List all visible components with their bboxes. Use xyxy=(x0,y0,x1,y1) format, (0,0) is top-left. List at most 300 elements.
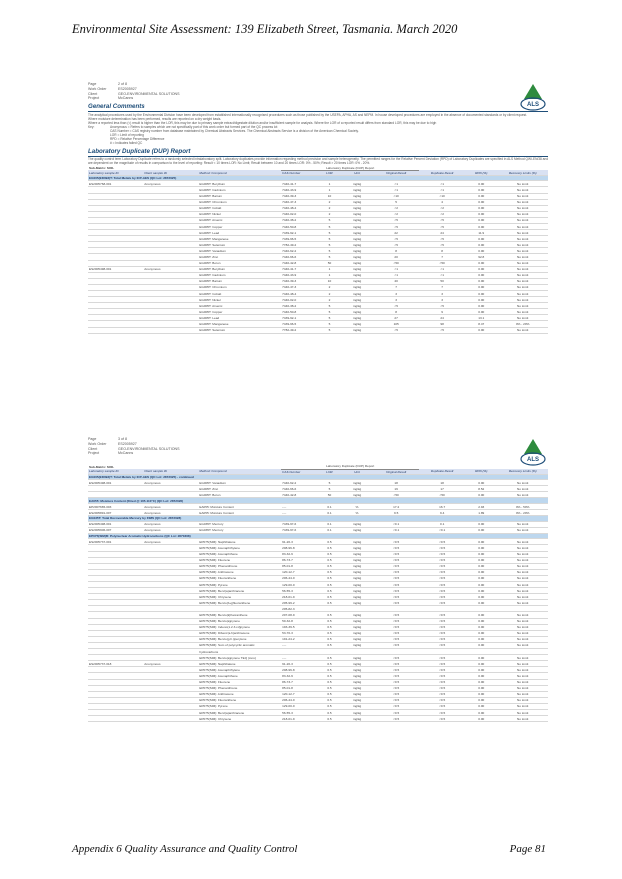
table-cell: 0.5 xyxy=(318,709,341,715)
table-cell: <2 xyxy=(419,205,465,211)
table-cell: mg/kg xyxy=(341,624,373,630)
table-cell: Recovery Limits (%) xyxy=(497,469,548,474)
table-cell: <0.1 xyxy=(373,521,419,527)
table-cell: <5 xyxy=(373,223,419,229)
table-cell: 0.00 xyxy=(465,272,497,278)
table-cell: <0.5 xyxy=(419,703,465,709)
table-cell: 0.00 xyxy=(465,521,497,527)
table-cell: EG005T: Cobalt xyxy=(198,205,281,211)
table-cell: <0.5 xyxy=(419,630,465,636)
meta-key: Client xyxy=(88,446,98,451)
table-cell: 7782-49-2 xyxy=(281,242,318,248)
table-cell: No Limit xyxy=(497,217,548,223)
table-cell: 0.5 xyxy=(318,679,341,685)
table-cell: CAS Number xyxy=(281,469,318,474)
table-cell: <0.5 xyxy=(373,588,419,594)
table-cell: No Limit xyxy=(497,697,548,703)
table-cell: 0.5 xyxy=(318,563,341,569)
table-cell: 5 xyxy=(318,236,341,242)
table-cell: 85-01-8 xyxy=(281,563,318,569)
table-cell: ---- xyxy=(281,642,318,648)
table-cell: No Limit xyxy=(497,223,548,229)
table-cell: EG005(ED093)T: Total Metals by ICP-AES (QC Lot: 2872025) - continued xyxy=(88,474,548,480)
general-comments-title: General Comments xyxy=(88,103,145,111)
table-cell: 0.5 xyxy=(318,575,341,581)
table-cell: 0.00 xyxy=(465,181,497,187)
table-cell: <0.5 xyxy=(373,563,419,569)
table-cell: No Limit xyxy=(497,575,548,581)
table-cell: No Limit xyxy=(497,492,548,498)
table-cell: <0.5 xyxy=(419,551,465,557)
table-cell: 24 xyxy=(419,230,465,236)
table-cell: <50 xyxy=(373,260,419,266)
general-paragraph: The analytical procedures used by the Environmental Division have been developed from established internationally recognised procedures such as those published by the USEPA, APHA, AS and NEPM. In house developed procedures are employed in the absence of documented standards or by client request. xyxy=(88,112,528,117)
table-cell: 7440-42-8 xyxy=(281,492,318,498)
table-cell: % xyxy=(341,510,373,516)
table-cell: 0.00 xyxy=(465,642,497,648)
table-cell: No Limit xyxy=(497,297,548,303)
table-cell: 0.00 xyxy=(465,539,497,545)
table-cell: <2 xyxy=(419,211,465,217)
table-cell: 7440-50-8 xyxy=(281,223,318,229)
table-cell: 0.00 xyxy=(465,211,497,217)
table-cell: 0.00 xyxy=(465,248,497,254)
table-cell: 0.5 xyxy=(318,600,341,606)
table-cell: No Limit xyxy=(497,205,548,211)
table-cell: 0.00 xyxy=(465,278,497,284)
table-cell: 0.00 xyxy=(465,703,497,709)
table-cell: 27 xyxy=(373,315,419,321)
table-cell: Anonymous xyxy=(143,521,198,527)
table-cell: <0.5 xyxy=(419,618,465,624)
table-cell: mg/kg xyxy=(341,679,373,685)
table-cell: EP075(SIM): Pyrene xyxy=(198,582,281,588)
table-cell: 7 xyxy=(419,254,465,260)
table-cell: No Limit xyxy=(497,716,548,722)
table-cell: EG005T: Lead xyxy=(198,230,281,236)
report-meta xyxy=(88,437,548,456)
table-cell: EG005T: Cadmium xyxy=(198,272,281,278)
table-cell: <1 xyxy=(419,272,465,278)
table-cell: <0.5 xyxy=(419,709,465,715)
table-cell: mg/kg xyxy=(341,588,373,594)
table-cell: 5 xyxy=(318,309,341,315)
table-cell: EP075(SIM): Fluoranthene xyxy=(198,575,281,581)
table-cell: 7439-97-6 xyxy=(281,527,318,533)
table-cell: EP075(SIM): Acenaphthylene xyxy=(198,667,281,673)
table-cell: No Limit xyxy=(497,242,548,248)
table-cell: EG005T: Nickel xyxy=(198,211,281,217)
table-cell: EG005T: Boron xyxy=(198,260,281,266)
table-cell: 129-00-0 xyxy=(281,703,318,709)
logo-triangle xyxy=(524,439,542,454)
table-cell: 2 xyxy=(318,211,341,217)
table-cell: mg/kg xyxy=(341,272,373,278)
meta-key: Page xyxy=(88,437,97,441)
table-cell: 5 xyxy=(318,254,341,260)
table-cell: Original Result xyxy=(373,469,419,474)
table-cell: 0% - 50% xyxy=(497,503,548,509)
table-cell: 5 xyxy=(318,327,341,333)
table-cell: <2 xyxy=(373,211,419,217)
table-cell: 0.00 xyxy=(465,266,497,272)
table-cell: mg/kg xyxy=(341,661,373,667)
table-cell: mg/kg xyxy=(341,278,373,284)
duplicate-table xyxy=(88,464,548,722)
table-cell: % xyxy=(341,503,373,509)
table-cell: No Limit xyxy=(497,291,548,297)
table-cell: 0.00 xyxy=(465,193,497,199)
table-cell: mg/kg xyxy=(341,486,373,492)
table-cell: 85-01-8 xyxy=(281,685,318,691)
table-cell: 0.00 xyxy=(465,624,497,630)
table-cell: 2 xyxy=(318,205,341,211)
table-cell: mg/kg xyxy=(341,248,373,254)
table-cell: 0.00 xyxy=(465,545,497,551)
table-cell: No Limit xyxy=(497,582,548,588)
document-header: Environmental Site Assessment: 139 Elizabeth Street, Tasmania. March 2020 xyxy=(72,22,458,36)
table-cell: <0.5 xyxy=(373,636,419,642)
table-cell: 0.00 xyxy=(465,492,497,498)
table-cell: 5 xyxy=(318,248,341,254)
table-cell: No Limit xyxy=(497,309,548,315)
key-line: CAS Number = CAS registry number from database maintained by Chemical Abstracts Services. The Chemical Abstracts Service is a division of the American Chemical Society. xyxy=(110,129,359,134)
table-cell: 50 xyxy=(318,260,341,266)
table-cell: <50 xyxy=(373,492,419,498)
table-cell: ES2005891-007 xyxy=(88,510,143,516)
table-cell: Anonymous xyxy=(143,480,198,486)
table-cell: 5 xyxy=(318,480,341,486)
table-cell: 0.5 xyxy=(318,569,341,575)
table-cell: 0.00 xyxy=(465,697,497,703)
table-cell: RPD (%) xyxy=(465,170,497,175)
table-cell: 40 xyxy=(373,278,419,284)
table-cell: 0.00 xyxy=(465,612,497,618)
table-cell: 0.00 xyxy=(465,327,497,333)
table-cell: mg/kg xyxy=(341,193,373,199)
table-cell: 7440-43-9 xyxy=(281,272,318,278)
table-cell: 0.5 xyxy=(318,703,341,709)
table-cell: <5 xyxy=(373,217,419,223)
table-cell: Original Result xyxy=(373,170,419,175)
table-cell: Method: Compound xyxy=(198,469,281,474)
meta-key: Page xyxy=(88,82,97,86)
table-cell: 0.00 xyxy=(465,709,497,715)
table-cell: hydrocarbons xyxy=(198,649,281,655)
table-cell: No Limit xyxy=(497,691,548,697)
als-logo xyxy=(518,437,548,467)
table-cell: <1 xyxy=(373,272,419,278)
table-cell: 10 xyxy=(318,193,341,199)
table-cell: EG005T: Manganese xyxy=(198,321,281,327)
table-cell: 0.5 xyxy=(318,685,341,691)
table-cell: 0.00 xyxy=(465,480,497,486)
table-cell: 0.5 xyxy=(318,716,341,722)
table-cell: 19 xyxy=(373,486,419,492)
table-cell: 7439-92-1 xyxy=(281,230,318,236)
table-cell: Anonymous xyxy=(143,661,198,667)
meta-key: Project xyxy=(88,451,100,456)
table-cell: Laboratory Duplicate (DUP) Report xyxy=(281,464,419,469)
table-cell: No Limit xyxy=(497,539,548,545)
table-cell: mg/kg xyxy=(341,569,373,575)
table-cell: No Limit xyxy=(497,624,548,630)
als-logo xyxy=(518,82,548,112)
table-cell: 0.00 xyxy=(465,716,497,722)
table-cell: EA055: Moisture Content (Dried @ 105-110°C) (QC Lot: 2872026) xyxy=(88,498,548,504)
table-cell: EG005T: Barium xyxy=(198,193,281,199)
table-cell: 83-32-9 xyxy=(281,551,318,557)
table-cell: 0.00 xyxy=(465,260,497,266)
table-cell: No Limit xyxy=(497,480,548,486)
table-cell: No Limit xyxy=(497,655,548,661)
table-cell: EG005T: Cadmium xyxy=(198,187,281,193)
table-cell: <10 xyxy=(373,193,419,199)
table-cell: 0% - 20% xyxy=(497,510,548,516)
table-cell: No Limit xyxy=(497,569,548,575)
table-cell: EG035T: Mercury xyxy=(198,527,281,533)
table-cell: EG005T: Chromium xyxy=(198,199,281,205)
table-cell: EP075(SIM): Benzo(a)pyrene xyxy=(198,618,281,624)
table-cell: 50 xyxy=(318,492,341,498)
table-cell: mg/kg xyxy=(341,521,373,527)
table-cell xyxy=(143,716,198,722)
logo-text: ALS xyxy=(527,457,539,464)
table-cell: 8 xyxy=(373,309,419,315)
table-cell: <0.5 xyxy=(373,661,419,667)
table-cell: EP075(SIM): Phenanthrene xyxy=(198,563,281,569)
table-cell: 0.00 xyxy=(465,679,497,685)
table-cell: mg/kg xyxy=(341,242,373,248)
table-cell: 91-20-3 xyxy=(281,539,318,545)
table-cell: mg/kg xyxy=(341,545,373,551)
table-cell: 4 xyxy=(419,199,465,205)
table-cell: 0.5 xyxy=(318,655,341,661)
table-cell: EG005(ED093)T: Total Metals by ICP-AES (QC Lot: 2872025) xyxy=(88,175,548,181)
key-label: Key: xyxy=(88,125,95,130)
table-cell: <0.5 xyxy=(419,685,465,691)
table-cell: 9 xyxy=(419,309,465,315)
table-cell: 10 xyxy=(318,278,341,284)
table-cell: 193-39-5 xyxy=(281,624,318,630)
table-cell: mg/kg xyxy=(341,630,373,636)
table-cell: Laboratory Duplicate (DUP) Report xyxy=(281,165,419,170)
table-cell: Sub-Matrix: SOIL xyxy=(89,464,115,469)
table-cell: mg/kg xyxy=(341,527,373,533)
table-cell: Unit xyxy=(341,170,373,175)
table-cell: <5 xyxy=(419,236,465,242)
table-cell: 0.00 xyxy=(465,618,497,624)
table-cell: 13.1 xyxy=(465,315,497,321)
table-cell: Client sample ID xyxy=(143,469,198,474)
table-cell: No Limit xyxy=(497,636,548,642)
meta-value: McCanns xyxy=(118,451,134,456)
table-cell: No Limit xyxy=(497,211,548,217)
table-cell: 0.00 xyxy=(465,527,497,533)
table-cell: <0.5 xyxy=(419,612,465,618)
table-cell: 207-08-9 xyxy=(281,612,318,618)
table-cell: EP075(SIM)B: Polynuclear Aromatic Hydrocarbons (QC Lot: 2870368) xyxy=(88,533,548,539)
table-cell: EP075(SIM): Benzo(k)fluoranthene xyxy=(198,612,281,618)
duplicate-report-title: Laboratory Duplicate (DUP) Report xyxy=(88,147,191,155)
table-cell: 91-20-3 xyxy=(281,661,318,667)
table-cell: No Limit xyxy=(497,278,548,284)
table-cell: <0.5 xyxy=(419,588,465,594)
table-cell: EP075(SIM): Benz(a)anthracene xyxy=(198,709,281,715)
table-cell: No Limit xyxy=(497,709,548,715)
table-cell: mg/kg xyxy=(341,716,373,722)
table-cell: <5 xyxy=(419,303,465,309)
table-cell: 7440-41-7 xyxy=(281,181,318,187)
meta-row xyxy=(88,96,548,101)
table-cell: <0.5 xyxy=(373,642,419,648)
table-cell: mg/kg xyxy=(341,594,373,600)
table-cell: <50 xyxy=(419,260,465,266)
table-cell: No Limit xyxy=(497,303,548,309)
table-cell: <0.5 xyxy=(373,691,419,697)
general-paragraph: Where moisture determination has been performed, results are reported on a dry weight basis. xyxy=(88,116,222,121)
meta-value: GEO-ENVIRONMENTAL SOLUTIONS xyxy=(118,91,180,96)
table-cell: 0.00 xyxy=(465,691,497,697)
table-cell: 86-73-7 xyxy=(281,679,318,685)
table-cell: 7440-39-3 xyxy=(281,278,318,284)
table-cell: mg/kg xyxy=(341,303,373,309)
table-cell: 7440-50-8 xyxy=(281,309,318,315)
table-cell: ES2005906-007 xyxy=(88,527,143,533)
section-rule xyxy=(88,111,548,112)
table-cell: 1 xyxy=(318,272,341,278)
table-cell: EP075(SIM): Fluoranthene xyxy=(198,697,281,703)
table-cell: 0.00 xyxy=(465,236,497,242)
table-cell: EG005T: Manganese xyxy=(198,236,281,242)
meta-key: Project xyxy=(88,96,100,101)
table-cell: 22 xyxy=(373,230,419,236)
section-rule xyxy=(88,156,548,157)
table-cell: <0.5 xyxy=(419,594,465,600)
key-line: # = Indicates failed QC xyxy=(110,141,143,146)
table-cell: 0.00 xyxy=(465,199,497,205)
table-cell: 8.52 xyxy=(465,486,497,492)
table-cell: 2 xyxy=(318,284,341,290)
table-cell: 2.93 xyxy=(465,503,497,509)
table-cell: Client sample ID xyxy=(143,170,198,175)
meta-value: ES2005927 xyxy=(118,441,137,446)
table-cell: EG005T: Zinc xyxy=(198,254,281,260)
table-cell: 218-01-9 xyxy=(281,716,318,722)
table-cell: EG005T: Cobalt xyxy=(198,291,281,297)
table-cell: 7440-02-0 xyxy=(281,211,318,217)
table-cell: 7440-42-8 xyxy=(281,260,318,266)
table-cell: 11.9 xyxy=(465,230,497,236)
table-cell: mg/kg xyxy=(341,709,373,715)
table-cell: <0.5 xyxy=(419,636,465,642)
table-cell: <5 xyxy=(373,236,419,242)
table-cell: No Limit xyxy=(497,315,548,321)
table-cell: <1 xyxy=(373,266,419,272)
table-cell: <0.5 xyxy=(419,661,465,667)
table-cell: ---- xyxy=(281,503,318,509)
table-cell: 7440-39-3 xyxy=(281,193,318,199)
table-cell: EG005T: Chromium xyxy=(198,284,281,290)
table-cell: ---- xyxy=(281,655,318,661)
key-line: Anonymous = Refers to samples which are not specifically part of this work order but formed part of the QC process lot xyxy=(110,125,278,130)
table-cell: 53-70-3 xyxy=(281,630,318,636)
table-cell: Sub-Matrix: SOIL xyxy=(89,165,115,170)
table-cell: Anonymous xyxy=(143,539,198,545)
table-cell: mg/kg xyxy=(341,667,373,673)
table-cell: No Limit xyxy=(497,600,548,606)
table-cell: <10 xyxy=(419,193,465,199)
table-cell: mg/kg xyxy=(341,642,373,648)
table-cell: mg/kg xyxy=(341,563,373,569)
table-cell: <0.5 xyxy=(419,697,465,703)
table-cell: 206-44-0 xyxy=(281,697,318,703)
table-cell: EG005T: Arsenic xyxy=(198,303,281,309)
table-cell: mg/kg xyxy=(341,655,373,661)
table-cell: 0.00 xyxy=(465,667,497,673)
table-cell: EP075(SIM): Fluorene xyxy=(198,679,281,685)
table-cell: <0.5 xyxy=(373,716,419,722)
table-cell: LOR xyxy=(318,170,341,175)
table-cell: 7440-48-4 xyxy=(281,291,318,297)
table-cell: No Limit xyxy=(497,588,548,594)
table-cell: 0.5 xyxy=(318,661,341,667)
table-cell: ES2005498-001 xyxy=(88,521,143,527)
table-cell: EG035T: Mercury xyxy=(198,521,281,527)
table-cell: <0.5 xyxy=(373,600,419,606)
table-cell: No Limit xyxy=(497,181,548,187)
table-cell: 0.00 xyxy=(465,588,497,594)
table-cell: 0.5 xyxy=(318,642,341,648)
table-cell: Anonymous xyxy=(143,266,198,272)
meta-key: Work Order xyxy=(88,86,107,91)
table-cell: <0.5 xyxy=(373,545,419,551)
table-cell: 0.00 xyxy=(465,636,497,642)
table-cell: 208-96-8 xyxy=(281,545,318,551)
table-cell: mg/kg xyxy=(341,327,373,333)
table-cell: No Limit xyxy=(497,486,548,492)
table-cell: <0.5 xyxy=(419,679,465,685)
table-cell: 2 xyxy=(318,199,341,205)
table-cell: <0.5 xyxy=(419,600,465,606)
table-cell: 0.00 xyxy=(465,563,497,569)
table-cell: 0.5 xyxy=(318,667,341,673)
table-cell: 3 xyxy=(373,291,419,297)
table-cell: <0.5 xyxy=(419,557,465,563)
table-cell: 0.5 xyxy=(318,539,341,545)
table-cell: 0.5 xyxy=(318,624,341,630)
table-cell: EG005T: Selenium xyxy=(198,242,281,248)
table-cell: 208-96-8 xyxy=(281,667,318,673)
table-cell: mg/kg xyxy=(341,691,373,697)
table-cell: ES2005737-001 xyxy=(88,539,143,545)
table-cell: mg/kg xyxy=(341,600,373,606)
table-cell: 24 xyxy=(419,315,465,321)
table-cell: 0.1 xyxy=(318,521,341,527)
table-cell: EP075(SIM): Anthracene xyxy=(198,569,281,575)
table-cell: mg/kg xyxy=(341,284,373,290)
table-cell: Anonymous xyxy=(143,181,198,187)
table-cell: 0.5 xyxy=(318,551,341,557)
table-cell: Laboratory sample ID xyxy=(88,170,143,175)
table-cell: <0.1 xyxy=(419,527,465,533)
table-cell: <1 xyxy=(373,181,419,187)
table-row xyxy=(88,327,548,333)
table-cell: <0.5 xyxy=(419,673,465,679)
table-cell: <1 xyxy=(419,181,465,187)
duplicate-table xyxy=(88,165,548,333)
table-cell: <0.5 xyxy=(373,703,419,709)
